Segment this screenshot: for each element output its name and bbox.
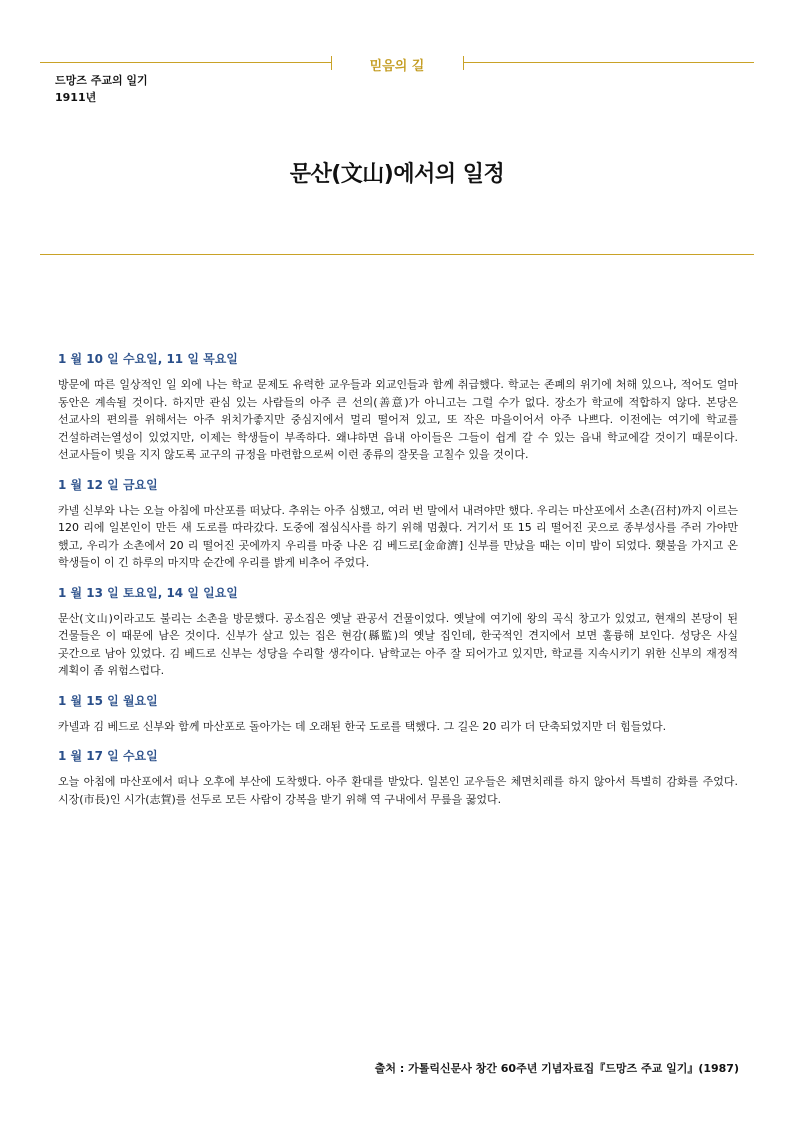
entry-body: 문산(文山)이라고도 불리는 소촌을 방문했다. 공소집은 옛날 관공서 건물이었다. 옛날에 여기에 왕의 곡식 창고가 있었고, 현재의 본당이 된 건물들은 이 때문에 남은 것이다. 신부가 살고 있는 집은 현감(縣監)의 옛날 집인데, 한국적인 견지에서 보면 훌륭해 보인다. 성당은 사실 곳간으로 남아 있었다. 김 베드로 신부는 성당을 수리할 생각이다. 남학교는 아주 잘 되어가고 있지만, 학교를 지속시키기 위한 신부의 재정적 계획이 좀 위험스럽다. <box>58 611 738 677</box>
diary-entry <box>58 692 738 736</box>
entry-body: 오늘 아침에 마산포에서 떠나 오후에 부산에 도착했다. 아주 환대를 받았다. 일본인 교우들은 체면치레를 하지 않아서 특별히 감화를 주었다. 시장(市長)인 시가(志賀)를 선두로 모든 사람이 강복을 받기 위해 역 구내에서 무릎을 꿇었다. <box>58 775 738 806</box>
series-title: 드망즈 주교의 일기 <box>55 74 148 87</box>
entry-date: 1 월 13 일 토요일, 14 일 일요일 <box>58 585 238 600</box>
entry-body: 카넬과 김 베드로 신부와 함께 마산포로 돌아가는 데 오래된 한국 도로를 택했다. 그 길은 20 리가 더 단축되었지만 더 힘들었다. <box>58 719 667 733</box>
entry-body: 카넬 신부와 나는 오늘 아침에 마산포를 떠났다. 추위는 아주 심했고, 여러 번 말에서 내려야만 했다. 우리는 마산포에서 소촌(召村)까지 이르는 120 리에 일본인이 만든 새 도로를 따라갔다. 도중에 점심식사를 하기 위해 멈췄다. 거기서 또 15 리 떨어진 곳으로 종부성사를 주러 가야만 했고, 우리가 소촌에서 20 리 떨어진 곳에까지 우리를 마중 나온 김 베드로[金命濟] 신부를 만났을 때는 이미 밤이 되었다. 횃불을 가지고 온 학생들이 이 긴 하루의 마지막 순간에 우리를 밝게 비추어 주었다. <box>58 503 738 569</box>
diary-entry <box>58 476 738 572</box>
entry-body: 방문에 따른 일상적인 일 외에 나는 학교 문제도 유력한 교우들과 외교인들과 함께 취급했다. 학교는 존폐의 위기에 처해 있으나, 적어도 얼마 동안은 계속될 것이다. 하지만 관심 있는 사람들의 아주 큰 선의(善意)가 아니고는 그럴 수가 없다. 장소가 학교에 적합하지 않다. 본당은 선교사의 편의를 위해서는 아주 위치가좋지만 중심지에서 멀리 떨어져 있고, 또 작은 마을이어서 아주 나쁘다. 이전에는 여기에 학교를 건설하려는열성이 있었지만, 이제는 학생들이 부족하다. 왜냐하면 읍내 아이들은 그들이 쉽게 갈 수 있는 읍내 학교에갈 것이기 때문이다. 선교사들이 빚을 지지 않도록 교구의 규정을 마련함으로써 이런 종류의 잘못을 고칠수 있을 것이다. <box>58 378 738 461</box>
section-label: 믿음의 길 <box>369 59 425 74</box>
diary-content <box>58 350 738 820</box>
title-divider <box>40 254 754 255</box>
entry-date: 1 월 10 일 수요일, 11 일 목요일 <box>58 352 238 366</box>
year-label: 1911년 <box>55 91 97 104</box>
entry-date: 1 월 12 일 금요일 <box>58 477 158 492</box>
diary-entry <box>58 584 738 680</box>
header-rule-right <box>463 62 754 63</box>
diary-entry <box>58 350 738 464</box>
entry-date: 1 월 17 일 수요일 <box>58 749 158 763</box>
diary-entry <box>58 747 738 808</box>
page-title: 문산(文山)에서의 일정 <box>289 162 505 187</box>
document-meta <box>55 72 148 106</box>
header-tick-right <box>463 56 464 70</box>
source-citation: 출처 : 가톨릭신문사 창간 60주년 기념자료집『드망즈 주교 일기』(1987) <box>374 1062 739 1075</box>
entry-date: 1 월 15 일 월요일 <box>58 693 158 708</box>
header-rule-left <box>40 62 332 63</box>
